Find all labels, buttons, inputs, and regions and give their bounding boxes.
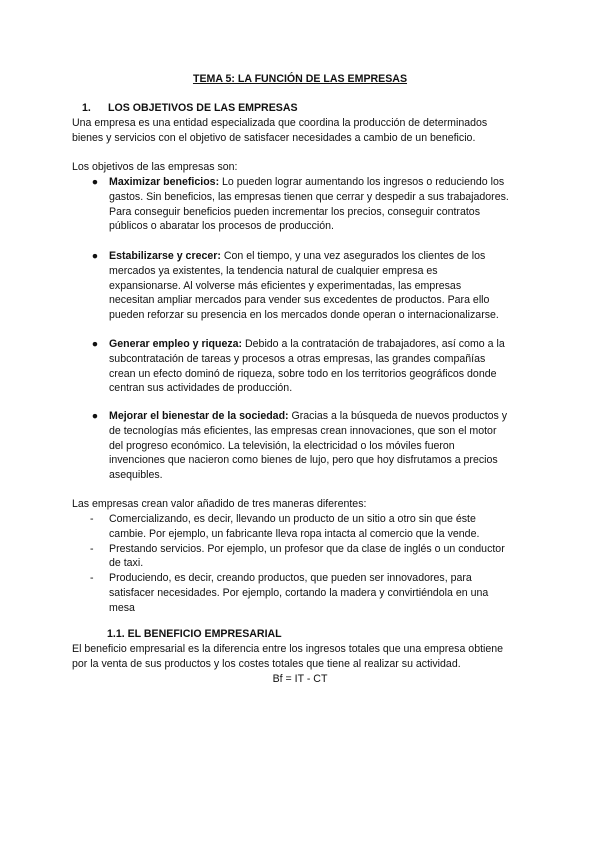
intro-paragraph xyxy=(72,116,532,146)
intro-line: Una empresa es una entidad especializada que coordina la producción de determinados xyxy=(72,117,488,129)
bullet-icon: ● xyxy=(91,410,99,422)
dash-icon: - xyxy=(90,542,94,555)
section-1-title: LOS OBJETIVOS DE LAS EMPRESAS xyxy=(108,102,298,114)
objective-item: ● Maximizar beneficios: Lo pueden lograr aumentando los ingresos o reduciendo los gastos. Sin beneficios, las empresas tienen que cerrar y despedir a sus trabajadores. Para conseguir beneficios pueden incrementar los precios, conseguir contratos públicos o abaratar los procesos de producción. xyxy=(91,176,509,233)
objectives-intro: Los objetivos de las empresas son: xyxy=(72,161,238,173)
section-1-number: 1. xyxy=(82,102,91,114)
benefit-line: El beneficio empresarial es la diferencia entre los ingresos totales que una empresa obtiene xyxy=(72,643,504,655)
intro-line: bienes y servicios con el objetivo de satisfacer necesidades a cambio de un beneficio. xyxy=(72,131,476,144)
section-1-heading xyxy=(82,101,298,116)
bullet-icon: ● xyxy=(91,176,99,188)
objective-label: Estabilizarse y crecer: xyxy=(109,250,221,262)
benefit-formula: Bf = IT - CT xyxy=(272,673,328,685)
benefit-line: por la venta de sus productos y los costes totales que tiene al realizar su actividad. xyxy=(72,657,461,670)
dash-icon: - xyxy=(90,572,94,585)
bullet-icon: ● xyxy=(91,338,99,350)
section-1-1-heading: 1.1. EL BENEFICIO EMPRESARIAL xyxy=(107,628,282,640)
objective-item: ● Generar empleo y riqueza: Debido a la contratación de trabajadores, así como a la subcontratación de tareas y procesos a otras empresas, las grandes compañías crean un efecto dominó de riqueza, sobre todo en los territorios geográficos donde centran sus actividades de producción. xyxy=(91,338,505,395)
list-item: - Prestando servicios. Por ejemplo, un profesor que da clase de inglés o un conductor de taxi. xyxy=(90,542,505,570)
dash-icon: - xyxy=(90,513,94,525)
page-title: TEMA 5: LA FUNCIÓN DE LAS EMPRESAS xyxy=(192,73,408,85)
benefit-paragraph xyxy=(72,642,542,672)
bullet-icon: ● xyxy=(91,250,99,262)
objective-label: Mejorar el bienestar de la sociedad: xyxy=(109,410,289,422)
objective-item: ● Estabilizarse y crecer: Con el tiempo, y una vez asegurados los clientes de los mercados ya existentes, la tendencia natural de cualquier empresa es expansionarse. Al volverse más eficientes y experimentadas, las empresas necesitan ampliar mercados para vender sus excedentes de productos. Para ello pueden reforzar su presencia en los mercados donde operan o internacionalizarse. xyxy=(91,250,499,322)
objective-item: ● Mejorar el bienestar de la sociedad: Gracias a la búsqueda de nuevos productos y de tecnologías más eficientes, las empresas crean innovaciones, que son el motor del progreso económico. La televisión, la electricidad o los móviles fueron invenciones que nacieron como bienes de lujo, pero que hoy disfrutamos a precios asequibles. xyxy=(91,410,508,482)
objective-label: Generar empleo y riqueza: xyxy=(109,338,243,350)
list-item: - Comercializando, es decir, llevando un producto de un sitio a otro sin que éste cambie. Por ejemplo, un fabricante lleva ropa intacta al comercio que la vende. xyxy=(90,513,480,540)
value-ways-list xyxy=(90,512,530,616)
list-item: - Produciendo, es decir, creando productos, que pueden ser innovadores, para satisfacer necesidades. Por ejemplo, cortando la madera y convirtiéndola en una mesa xyxy=(90,572,489,614)
value-intro: Las empresas crean valor añadido de tres maneras diferentes: xyxy=(72,498,367,510)
objective-label: Maximizar beneficios: xyxy=(109,176,220,188)
